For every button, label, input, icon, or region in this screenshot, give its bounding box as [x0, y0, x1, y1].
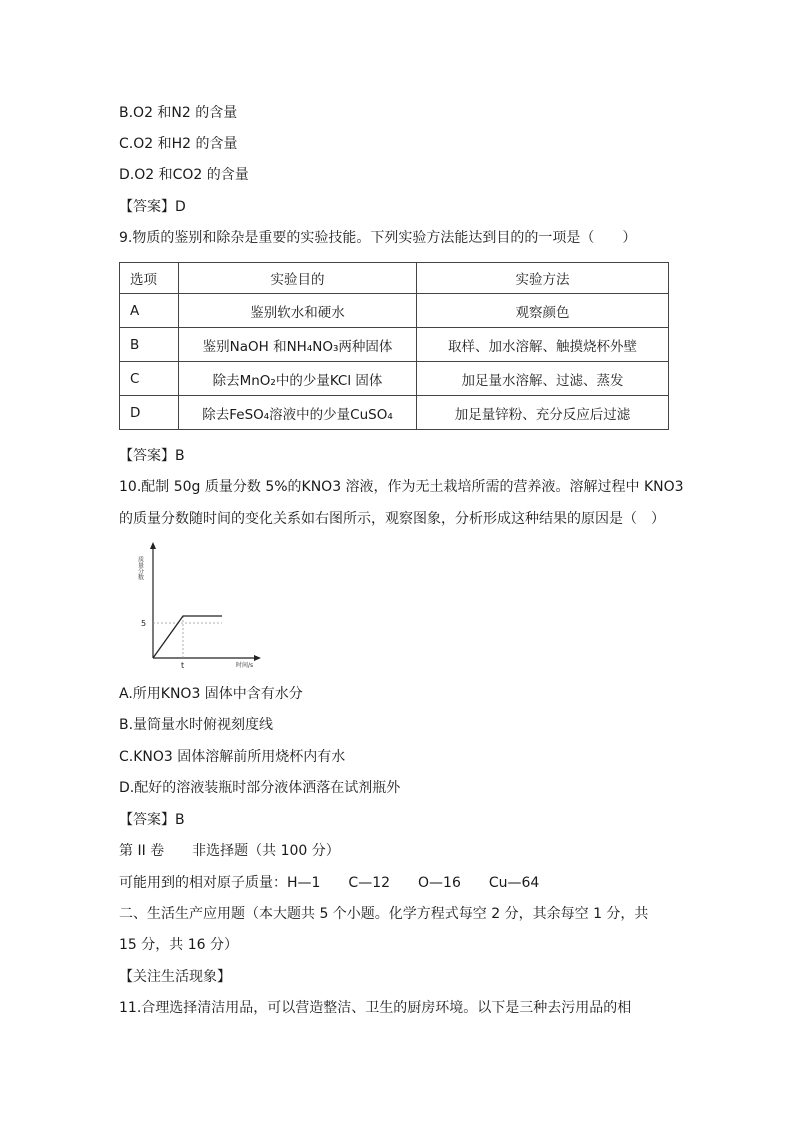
y-tick-label: 5	[141, 619, 147, 628]
table-cell: A	[120, 294, 179, 328]
x-axis-label: 时间/s	[236, 662, 254, 669]
option-c-q10: C.KNO3 固体溶解前所用烧杯内有水	[119, 749, 346, 765]
option-d-q8: D.O2 和CO2 的含量	[119, 167, 249, 183]
question-11: 11.合理选择清洁用品，可以营造整洁、卫生的厨房环境。以下是三种去污用品的相	[119, 1000, 632, 1016]
question-9: 9.物质的鉴别和除杂是重要的实验技能。下列实验方法能达到目的的一项是（ ）	[119, 230, 637, 246]
table-header-cell: 实验方法	[417, 263, 669, 294]
table-cell: 取样、加水溶解、触摸烧杯外壁	[417, 328, 669, 362]
table-cell: 除去MnO₂中的少量KCl 固体	[179, 362, 417, 396]
focus-heading: 【关注生活现象】	[119, 969, 231, 985]
table-row	[120, 362, 669, 396]
table-cell: 鉴别软水和硬水	[179, 294, 417, 328]
table-cell: 鉴别NaOH 和NH₄NO₃两种固体	[179, 328, 417, 362]
table-row	[120, 294, 669, 328]
table-row	[120, 328, 669, 362]
answer-q10: 【答案】B	[119, 812, 185, 828]
table-header-cell: 实验目的	[179, 263, 417, 294]
table-header-cell: 选项	[120, 263, 179, 294]
option-d-q10: D.配好的溶液装瓶时部分液体洒落在试剂瓶外	[119, 780, 401, 796]
table-row	[120, 396, 669, 430]
section-2-line1: 二、生活生产应用题（本大题共 5 个小题。化学方程式每空 2 分，其余每空 1 分，共	[119, 906, 649, 922]
atomic-masses: 可能用到的相对原子质量：H—1 C—12 O—16 Cu—64	[119, 875, 540, 891]
experiment-table	[119, 262, 669, 430]
part-2-heading: 第 II 卷 非选择题（共 100 分）	[119, 843, 340, 859]
table-cell: 加足量水溶解、过滤、蒸发	[417, 362, 669, 396]
table-cell: 观察颜色	[417, 294, 669, 328]
question-10-line2: 的质量分数随时间的变化关系如右图所示，观察图象，分析形成这种结果的原因是（ ）	[119, 511, 665, 527]
table-cell: B	[120, 328, 179, 362]
x-axis-arrow	[254, 655, 261, 661]
option-c-q8: C.O2 和H2 的含量	[119, 136, 238, 152]
option-b-q10: B.量筒量水时俯视刻度线	[119, 717, 274, 733]
table-cell: C	[120, 362, 179, 396]
option-a-q10: A.所用KNO3 固体中含有水分	[119, 686, 303, 702]
table-header-row	[120, 263, 669, 294]
table-cell: D	[120, 396, 179, 430]
section-2-line2: 15 分，共 16 分）	[119, 937, 238, 953]
table-cell: 加足量锌粉、充分反应后过滤	[417, 396, 669, 430]
answer-q9: 【答案】B	[119, 448, 185, 464]
question-10-line1: 10.配制 50g 质量分数 5%的KNO3 溶液，作为无土栽培所需的营养液。溶解过程中 KNO3	[119, 479, 684, 495]
x-tick-label: t	[181, 661, 185, 670]
y-axis-arrow	[150, 542, 156, 549]
series-line	[153, 616, 222, 658]
answer-q8: 【答案】D	[119, 199, 186, 215]
option-b-q8: B.O2 和N2 的含量	[119, 105, 238, 121]
mass-fraction-chart	[128, 540, 268, 670]
table-cell: 除去FeSO₄溶液中的少量CuSO₄	[179, 396, 417, 430]
y-axis-label-1: 质量分数	[136, 556, 144, 580]
